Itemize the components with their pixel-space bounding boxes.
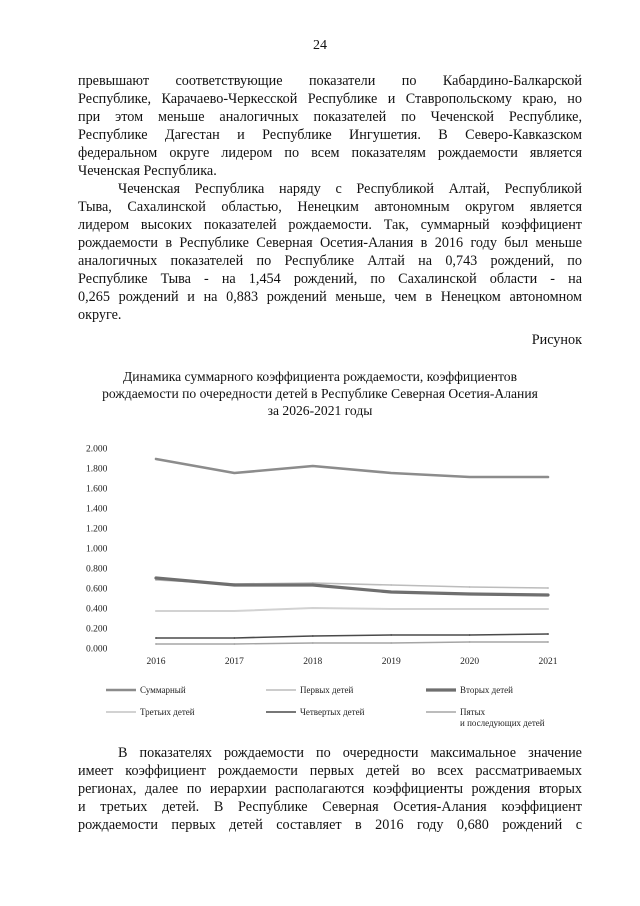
y-tick-label: 0.000 [86, 644, 108, 655]
data-point [547, 608, 549, 610]
paragraph-2-line: рождаемости в Республике Северная Осетия-Алания в 2016 году был меньше [78, 235, 582, 251]
y-tick-label: 1.600 [86, 484, 108, 495]
data-point [312, 642, 314, 644]
data-point [155, 458, 157, 460]
data-point [390, 642, 392, 644]
paragraph-1-line: федеральном округе лидером по всем показателям рождаемости является [78, 145, 582, 161]
x-tick-label: 2017 [224, 657, 244, 667]
data-point [312, 465, 314, 467]
y-tick-label: 1.000 [86, 544, 108, 555]
chart-title [60, 368, 580, 419]
legend-label: Первых детей [300, 685, 354, 695]
y-tick-label: 1.800 [86, 464, 108, 475]
line-chart [80, 434, 582, 730]
x-tick-label: 2019 [381, 657, 401, 667]
series-line [156, 608, 548, 611]
data-point [155, 577, 157, 579]
paragraph-2-line: Тыва, Сахалинской областью, Ненецким автономным округом является [78, 199, 582, 215]
data-point [390, 608, 392, 610]
data-point [234, 584, 236, 586]
data-point [234, 637, 236, 639]
x-tick-label: 2016 [146, 657, 166, 667]
chart-frame [80, 434, 582, 730]
data-point [155, 610, 157, 612]
paragraph-1-line: Чеченская Республика. [78, 163, 217, 179]
paragraph-2-line: лидером высоких показателей рождаемости. Так, суммарный коэффициент [78, 217, 582, 233]
y-tick-label: 1.400 [86, 504, 108, 515]
chart-title-line: рождаемости по очередности детей в Республике Северная Осетия-Алания [102, 386, 538, 401]
paragraph-1-line: превышают соответствующие показатели по Кабардино-Балкарской [78, 73, 582, 89]
legend-label: Четвертых детей [300, 707, 365, 717]
data-point [547, 587, 549, 589]
paragraph-3-line: имеет коэффициент рождаемости первых детей во всех рассматриваемых [78, 763, 582, 779]
figure-label: Рисунок [531, 332, 582, 348]
paragraph-3-line: регионах, далее по иерархии располагаются коэффициенты рождения вторых [78, 781, 582, 797]
data-point [547, 594, 549, 596]
x-tick-label: 2020 [460, 657, 480, 667]
x-tick-label: 2018 [303, 657, 323, 667]
series-line [156, 634, 548, 638]
legend-label: Третьих детей [140, 707, 195, 717]
data-point [234, 610, 236, 612]
data-point [234, 472, 236, 474]
data-point [469, 586, 471, 588]
data-point [469, 476, 471, 478]
y-tick-label: 1.200 [86, 524, 108, 535]
paragraph-2-line: округе. [78, 307, 122, 323]
data-point [390, 634, 392, 636]
data-point [469, 593, 471, 595]
paragraph-1 [78, 72, 582, 180]
y-tick-label: 2.000 [86, 444, 108, 455]
data-point [390, 472, 392, 474]
chart-title-line: Динамика суммарного коэффициента рождаемости, коэффициентов [122, 369, 517, 384]
paragraph-1-line: Республике Дагестан и Республике Ингушетия. В Северо-Кавказском [78, 127, 582, 143]
series-line [156, 459, 548, 477]
legend-label: и последующих детей [460, 718, 545, 728]
y-tick-label: 0.200 [86, 624, 108, 635]
page-number: 24 [313, 38, 327, 53]
legend-label: Пятых [460, 707, 486, 717]
paragraph-1-line: Республике, Карачаево-Черкесской Республике и Ставропольскому краю, но [78, 91, 582, 107]
data-point [155, 637, 157, 639]
legend-label: Суммарный [140, 685, 186, 695]
paragraph-2-line: Чеченская Республика наряду с Республикой Алтай, Республикой [118, 181, 582, 197]
data-point [469, 641, 471, 643]
paragraph-3-line: и третьих детей. В Республике Северная Осетия-Алания коэффициент [78, 799, 582, 815]
paragraph-1-line: при этом меньше аналогичных показателей по Чеченской Республике, [78, 109, 582, 125]
data-point [390, 584, 392, 586]
paragraph-3-line: рождаемости первых детей составляет в 2016 году 0,680 рождений с [78, 817, 582, 833]
data-point [469, 608, 471, 610]
data-point [547, 633, 549, 635]
data-point [312, 635, 314, 637]
y-tick-label: 0.400 [86, 604, 108, 615]
data-point [312, 607, 314, 609]
y-tick-label: 0.800 [86, 564, 108, 575]
paragraph-3-line: В показателях рождаемости по очередности максимальное значение [118, 745, 582, 761]
series-line [156, 642, 548, 644]
x-tick-label: 2021 [538, 657, 558, 667]
paragraph-3 [78, 744, 582, 834]
legend-label: Вторых детей [460, 685, 513, 695]
chart-title-line: за 2026-2021 годы [267, 403, 373, 418]
paragraph-2-line: аналогичных показателей по Республике Алтай на 0,743 рождений, по [78, 253, 582, 269]
data-point [547, 476, 549, 478]
data-point [155, 643, 157, 645]
paragraph-2 [78, 180, 582, 324]
data-point [234, 643, 236, 645]
data-point [547, 641, 549, 643]
paragraph-2-line: Республике Тыва - на 1,454 рождений, по Сахалинской области - на [78, 271, 582, 287]
data-point [469, 634, 471, 636]
paragraph-2-line: 0,265 рождений и на 0,883 рождений меньше, чем в Ненецком автономном [78, 289, 582, 305]
data-point [312, 584, 314, 586]
y-tick-label: 0.600 [86, 584, 108, 595]
data-point [390, 591, 392, 593]
